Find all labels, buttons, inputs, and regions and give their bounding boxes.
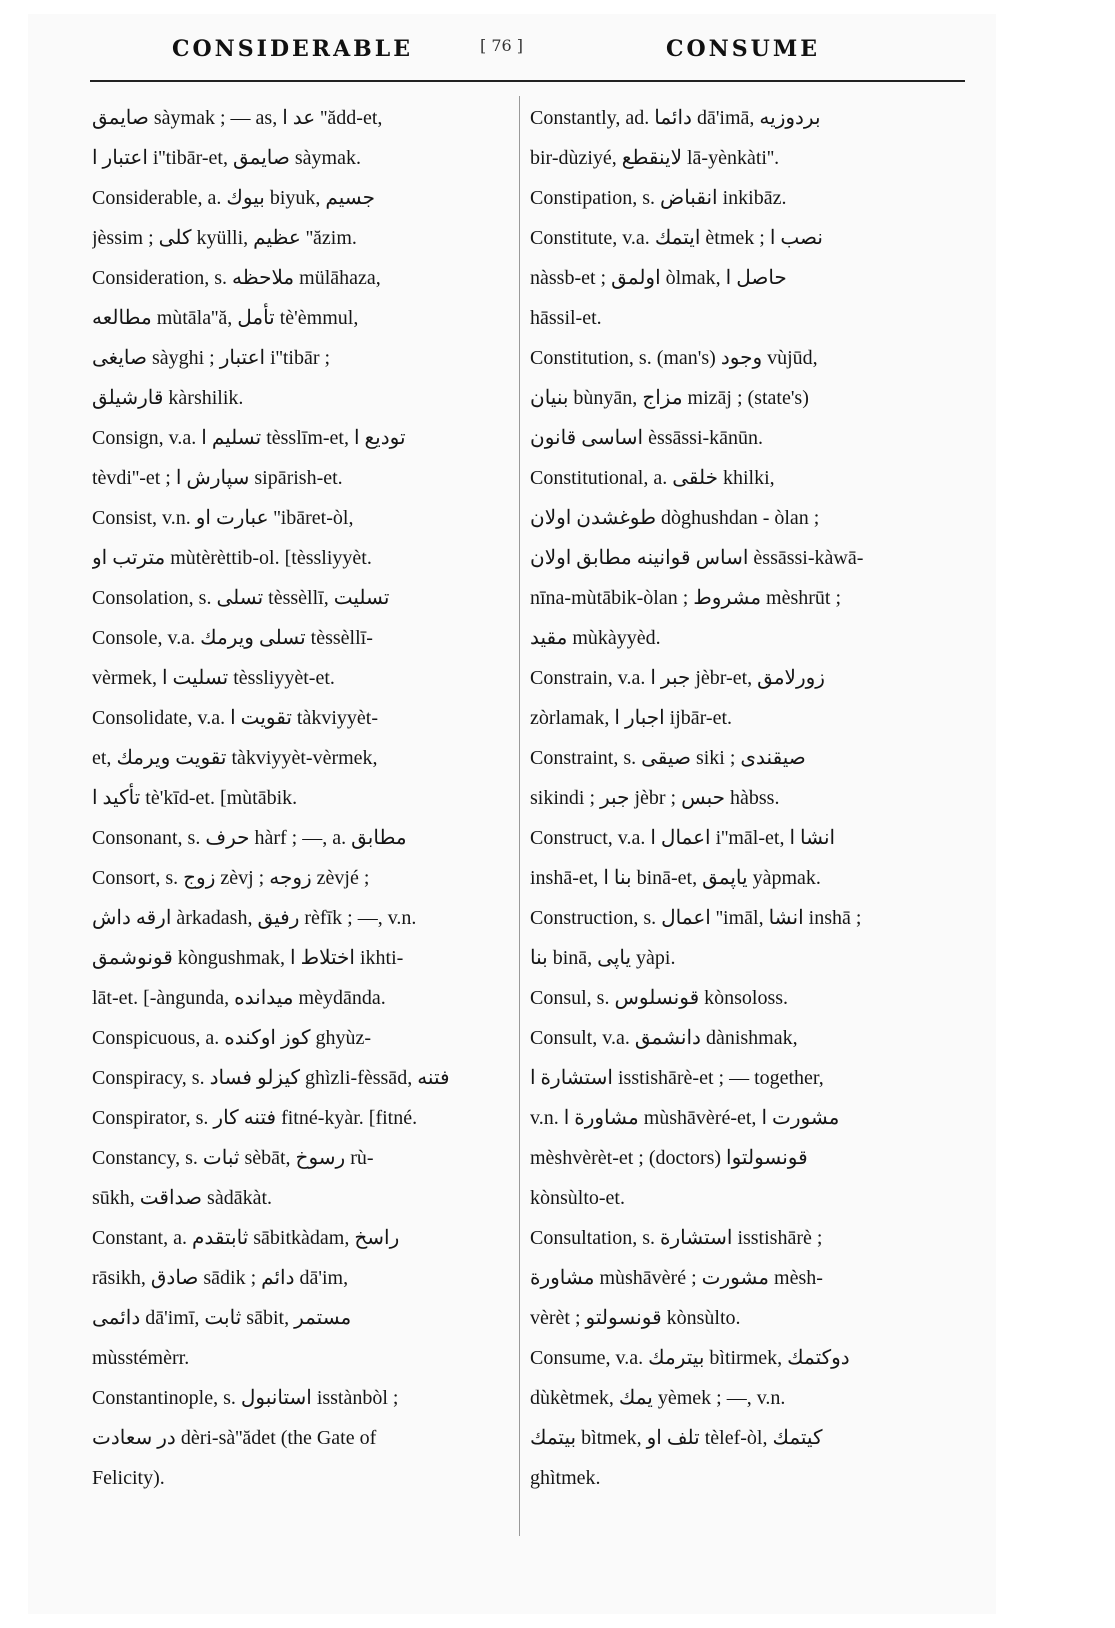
dictionary-line: Constitutional, a. خلقى khilki, bbox=[530, 467, 775, 489]
page-number: [ 76 ] bbox=[480, 36, 524, 55]
dictionary-line: استشارة ا isstishārè-et ; — together, bbox=[530, 1067, 824, 1089]
dictionary-line: Consume, v.a. بيترمك bìtirmek, دوكتمك bbox=[530, 1347, 850, 1369]
dictionary-line: بيتمك bìtmek, تلف او tèlef-òl, كيتمك bbox=[530, 1427, 823, 1449]
dictionary-line: طوغشدن اولان dòghushdan - òlan ; bbox=[530, 507, 820, 529]
dictionary-line: Consul, s. قونسلوس kònsoloss. bbox=[530, 987, 789, 1009]
dictionary-line: مشاورة mùshāvèré ; مشورت mèsh- bbox=[530, 1267, 823, 1289]
dictionary-line: Considerable, a. بيوك biyuk, جسيم bbox=[92, 187, 375, 209]
dictionary-line: در سعادت dèri-sà''ădet (the Gate of bbox=[92, 1427, 377, 1449]
dictionary-line: kònsùlto-et. bbox=[530, 1187, 625, 1209]
dictionary-line: nīna-mùtābik-òlan ; مشروط mèshrūt ; bbox=[530, 587, 842, 609]
dictionary-line: Conspicuous, a. كوز اوكنده ghyùz- bbox=[92, 1027, 372, 1049]
dictionary-line: مطالعه mùtāla''ă, تأمل tè'èmmul, bbox=[92, 307, 359, 329]
dictionary-line: Construct, v.a. اعمال ا i''māl-et, انشا ا bbox=[530, 827, 836, 849]
dictionary-line: Constraint, s. صيقى siki ; صيقندى bbox=[530, 747, 806, 769]
dictionary-line: lāt-et. [-àngunda, ميدانده mèydānda. bbox=[92, 987, 386, 1009]
dictionary-line: Constantinople, s. استانبول isstànbòl ; bbox=[92, 1387, 399, 1409]
dictionary-line: nàssb-et ; اولمق òlmak, حاصل ا bbox=[530, 267, 787, 289]
dictionary-line: اساسى قانون èssāssi-kānūn. bbox=[530, 427, 764, 449]
dictionary-line: Felicity). bbox=[92, 1467, 165, 1489]
dictionary-line: Consist, v.n. عبارت او ''ibāret-òl, bbox=[92, 507, 354, 529]
dictionary-line: Constipation, s. انقباض inkibāz. bbox=[530, 187, 787, 209]
dictionary-line: Consonant, s. حرف hàrf ; —, a. مطابق bbox=[92, 827, 407, 849]
dictionary-line: sikindi ; جبر jèbr ; حبس hàbss. bbox=[530, 787, 780, 809]
dictionary-line: Construction, s. اعمال ''imāl, انشا inshā ; bbox=[530, 907, 862, 929]
dictionary-line: قونوشمق kòngushmak, اختلاط ا ikhti- bbox=[92, 947, 404, 969]
dictionary-line: mèshvèrèt-et ; (doctors) قونسولتوا bbox=[530, 1147, 808, 1169]
dictionary-line: Consultation, s. استشارة isstishārè ; bbox=[530, 1227, 823, 1249]
dictionary-line: مترتب او mùtèrèttib-ol. [tèssliyyèt. bbox=[92, 547, 372, 569]
dictionary-line: v.n. مشاورة ا mùshāvèré-et, مشورت ا bbox=[530, 1107, 840, 1129]
dictionary-line: Console, v.a. تسلى ويرمك tèssèllī- bbox=[92, 627, 373, 649]
dictionary-line: ghìtmek. bbox=[530, 1467, 601, 1489]
header-right-guide-word: CONSUME bbox=[666, 36, 820, 62]
left-column bbox=[92, 98, 514, 1498]
dictionary-line: jèssim ; كلى kyülli, عظيم ''ăzim. bbox=[92, 227, 357, 249]
dictionary-line: vèrmek, تسليت ا tèssliyyèt-et. bbox=[92, 667, 335, 689]
dictionary-line: Consign, v.a. تسليم ا tèsslīm-et, توديع ا bbox=[92, 427, 406, 449]
dictionary-line: Constantly, ad. دائما dā'imā, بردوزيه bbox=[530, 107, 821, 129]
dictionary-line: sūkh, صداقت sàdākàt. bbox=[92, 1187, 273, 1209]
dictionary-line: Constrain, v.a. جبر ا jèbr-et, زورلامق bbox=[530, 667, 825, 689]
dictionary-line: et, تقويت ويرمك tàkviyyèt-vèrmek, bbox=[92, 747, 378, 769]
dictionary-line: rāsikh, صادق sādik ; دائم dā'im, bbox=[92, 1267, 349, 1289]
dictionary-line: mùsstémèrr. bbox=[92, 1347, 190, 1369]
page-header bbox=[62, 22, 962, 62]
dictionary-line: Conspiracy, s. كيزلو فساد ghìzli-fèssād, فتنه bbox=[92, 1067, 450, 1089]
dictionary-line: bir-dùziyé, لاينقطع lā-yènkàti''. bbox=[530, 147, 780, 169]
dictionary-line: قارشيلق kàrshilik. bbox=[92, 387, 244, 409]
dictionary-line: Constitution, s. (man's) وجود vùjūd, bbox=[530, 347, 818, 369]
dictionary-line: دائمى dā'imī, ثابت sābit, مستمر bbox=[92, 1307, 352, 1329]
dictionary-line: Consult, v.a. دانشمق dànishmak, bbox=[530, 1027, 798, 1049]
dictionary-line: vèrèt ; قونسولتو kònsùlto. bbox=[530, 1307, 741, 1329]
dictionary-line: تأكيد ا tè'kīd-et. [mùtābik. bbox=[92, 787, 298, 809]
column-divider bbox=[519, 96, 520, 1536]
dictionary-line: Consideration, s. ملاحظه mülāhaza, bbox=[92, 267, 381, 289]
dictionary-line: Conspirator, s. فتنه كار fitné-kyàr. [fitné. bbox=[92, 1107, 418, 1129]
dictionary-line: Consolation, s. تسلى tèssèllī, تسليت bbox=[92, 587, 390, 609]
dictionary-line: اساس قوانينه مطابق اولان èssāssi-kàwā- bbox=[530, 547, 864, 569]
dictionary-line: Constant, a. ثابتقدم sābitkàdam, راسخ bbox=[92, 1227, 400, 1249]
dictionary-line: inshā-et, بنا ا binā-et, ياپمق yàpmak. bbox=[530, 867, 821, 889]
dictionary-line: ارقه داش àrkadash, رفيق rèfīk ; —, v.n. bbox=[92, 907, 417, 929]
dictionary-line: اعتبار ا i''tibār-et, صايمق sàymak. bbox=[92, 147, 361, 169]
dictionary-line: dùkètmek, يمك yèmek ; —, v.n. bbox=[530, 1387, 786, 1409]
dictionary-line: بنا binā, ياپى yàpi. bbox=[530, 947, 676, 969]
dictionary-line: صايمق sàymak ; — as, عد ا ''ădd-et, bbox=[92, 107, 383, 129]
dictionary-line: مقيد mùkàyyèd. bbox=[530, 627, 661, 649]
dictionary-line: hāssil-et. bbox=[530, 307, 602, 329]
right-column bbox=[530, 98, 952, 1498]
dictionary-line: Consort, s. زوج zèvj ; زوجه zèvjé ; bbox=[92, 867, 370, 889]
dictionary-line: tèvdi''-et ; سپارش ا sipārish-et. bbox=[92, 467, 343, 489]
header-rule bbox=[90, 80, 965, 82]
dictionary-line: Constancy, s. ثبات sèbāt, رسوخ rù- bbox=[92, 1147, 374, 1169]
dictionary-line: بنيان bùnyān, مزاج mizāj ; (state's) bbox=[530, 387, 809, 409]
dictionary-line: zòrlamak, اجبار ا ijbār-et. bbox=[530, 707, 733, 729]
dictionary-line: Consolidate, v.a. تقويت ا tàkviyyèt- bbox=[92, 707, 378, 729]
header-left-guide-word: CONSIDERABLE bbox=[172, 36, 413, 62]
dictionary-line: صايغى sàyghi ; اعتبار i''tibār ; bbox=[92, 347, 331, 369]
dictionary-line: Constitute, v.a. ايتمك ètmek ; نصب ا bbox=[530, 227, 823, 249]
